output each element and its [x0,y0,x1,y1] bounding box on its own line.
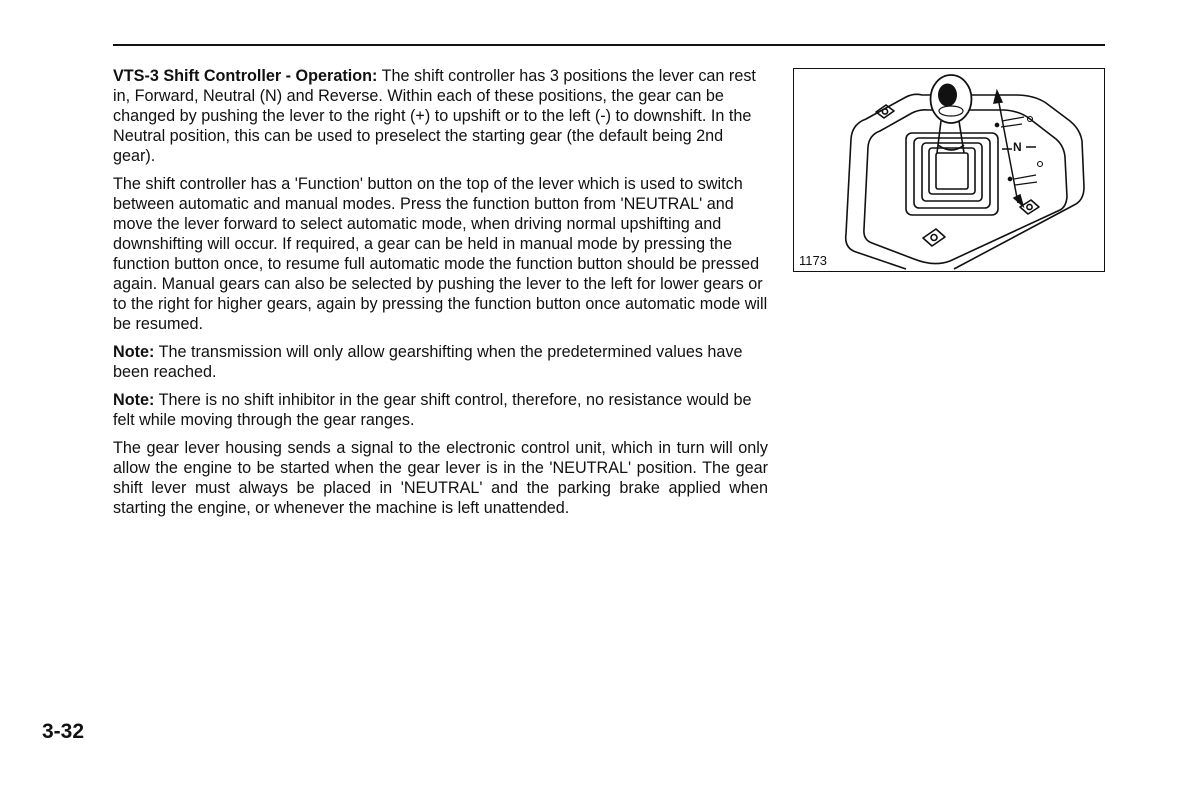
neutral-label: N [1013,140,1022,154]
header-rule [113,44,1105,46]
paragraph-function-button [113,174,768,334]
note-label: Note: [113,343,155,361]
shift-controller-drawing [794,69,1105,272]
note-gearshifting [113,342,768,382]
note-text: The transmission will only allow gearshifting when the predetermined values have been reached. [113,343,743,381]
note-text: There is no shift inhibitor in the gear shift control, therefore, no resistance would be felt while moving through the gear ranges. [113,391,752,429]
shift-controller-figure [793,68,1105,272]
body-text [113,66,768,526]
paragraph-neutral-start [113,438,768,518]
figure-number: 1173 [799,253,827,268]
paragraph-text: The gear lever housing sends a signal to the electronic control unit, which in turn will only allow the engine to be started when the gear lever is in the 'NEUTRAL' position. The gear shift lever must always be placed in 'NEUTRAL' and the parking brake applied when starting the engine, or whenever the machine is left unattended. [113,439,768,517]
note-label: Note: [113,391,155,409]
paragraph-text: The shift controller has a 'Function' button on the top of the lever which is used to switch between automatic and manual modes. Press the function button from 'NEUTRAL' and move the lever forward to select automatic mode, when driving normal upshifting and downshifting will occur. If required, a gear can be held in manual mode by pressing the function button once, to resume full automatic mode the function button should be pressed again. Manual gears can also be selected by pushing the lever to the left for lower gears or to the right for higher gears, again by pressing the function button once automatic mode will be resumed. [113,175,768,333]
paragraph-shift-controller [113,66,768,166]
paragraph-heading: VTS-3 Shift Controller - Operation: [113,67,378,85]
note-shift-inhibitor [113,390,768,430]
page-number: 3-32 [42,720,85,743]
paragraph-text: The shift controller has 3 positions the lever can rest in, Forward, Neutral (N) and Reverse. Within each of these positions, the gear can be changed by pushing the lever to the right (+) to upshift or to the left (-) to downshift. In the Neutral position, this can be used to preselect the starting gear (the default being 2nd gear). [113,67,756,165]
